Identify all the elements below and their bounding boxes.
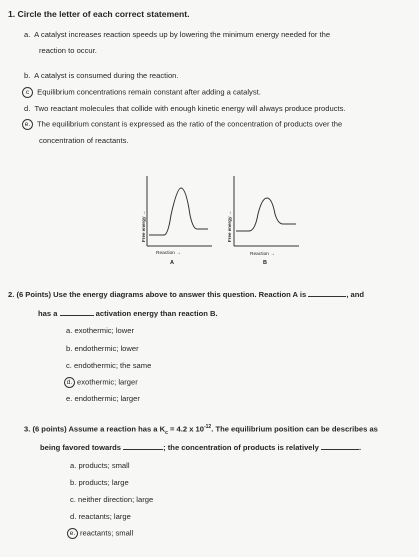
circled-letter: c [22, 87, 33, 98]
q2-option-d[interactable]: d. exothermic; larger [64, 377, 138, 388]
answer-blank[interactable] [60, 314, 94, 316]
question-3-line-1: 3. (6 points) Assume a reaction has a $K_c = 4.2$ x $10^{-12}$. The equilibrium position can be describes as [24, 424, 378, 437]
option-text: A catalyst increases reaction speeds up by lowering the minimum energy needed for the [34, 30, 331, 39]
x-axis-label: Reaction → [156, 251, 182, 256]
energy-diagram-a [128, 172, 214, 272]
q1-option-d[interactable] [24, 104, 346, 113]
y-axis-label: Free energy → [227, 210, 232, 242]
answer-blank[interactable] [321, 448, 359, 450]
q3-option-d[interactable]: d. reactants; large [70, 512, 131, 521]
question-1-heading: 1. Circle the letter of each correct statement. [8, 9, 190, 19]
answer-blank[interactable] [308, 295, 346, 297]
q1-option-b[interactable] [24, 71, 179, 80]
q2-option-c[interactable]: c. endothermic; the same [66, 361, 152, 370]
q1-option-a[interactable] [24, 30, 330, 39]
energy-diagram-b [217, 172, 301, 272]
question-2-line-1: 2. (6 Points) Use the energy diagrams above to answer this question. Reaction A is , and [8, 290, 365, 299]
option-text: The equilibrium constant is expressed as the ratio of the concentration of products over the [36, 119, 343, 129]
q2-option-a[interactable]: a. exothermic; lower [66, 326, 134, 335]
q1-option-a-continued: reaction to occur. [39, 46, 97, 55]
q3-option-b[interactable]: b. products; large [70, 478, 129, 487]
option-letter: a. [24, 30, 31, 39]
q2-option-b[interactable]: b. endothermic; lower [66, 344, 139, 353]
q1-option-c[interactable] [22, 87, 261, 98]
answer-blank[interactable] [123, 448, 163, 450]
option-text: Equilibrium concentrations remain constant after adding a catalyst. [37, 87, 261, 97]
circled-letter: e. [22, 119, 33, 130]
x-axis-label: Reaction → [250, 252, 276, 257]
option-text: Two reactant molecules that collide with enough kinetic energy will always produce products. [34, 104, 346, 113]
option-text: A catalyst is consumed during the reaction. [34, 71, 179, 80]
q1-option-e-continued: concentration of reactants. [39, 136, 129, 145]
q1-option-e[interactable] [22, 119, 342, 130]
q2-option-e[interactable]: e. endothermic; larger [66, 394, 140, 403]
option-letter: d. [24, 104, 31, 113]
circled-letter: d. [64, 377, 75, 388]
question-3-line-2: being favored towards ; the concentration of products is relatively . [40, 443, 362, 452]
diagram-b-curve [217, 172, 301, 252]
question-2-line-2: has a activation energy than reaction B. [38, 309, 218, 318]
q3-option-c[interactable]: c. neither direction; large [70, 495, 154, 504]
diagram-b-letter: B [263, 260, 267, 266]
y-axis-label: Free energy → [141, 210, 146, 242]
circled-letter: e. [67, 528, 78, 539]
q3-option-e[interactable]: e. reactants; small [67, 528, 133, 539]
diagram-a-letter: A [170, 260, 174, 266]
diagram-a-curve [128, 172, 214, 252]
q3-option-a[interactable]: a. products; small [70, 461, 130, 470]
option-letter: b. [24, 71, 31, 80]
